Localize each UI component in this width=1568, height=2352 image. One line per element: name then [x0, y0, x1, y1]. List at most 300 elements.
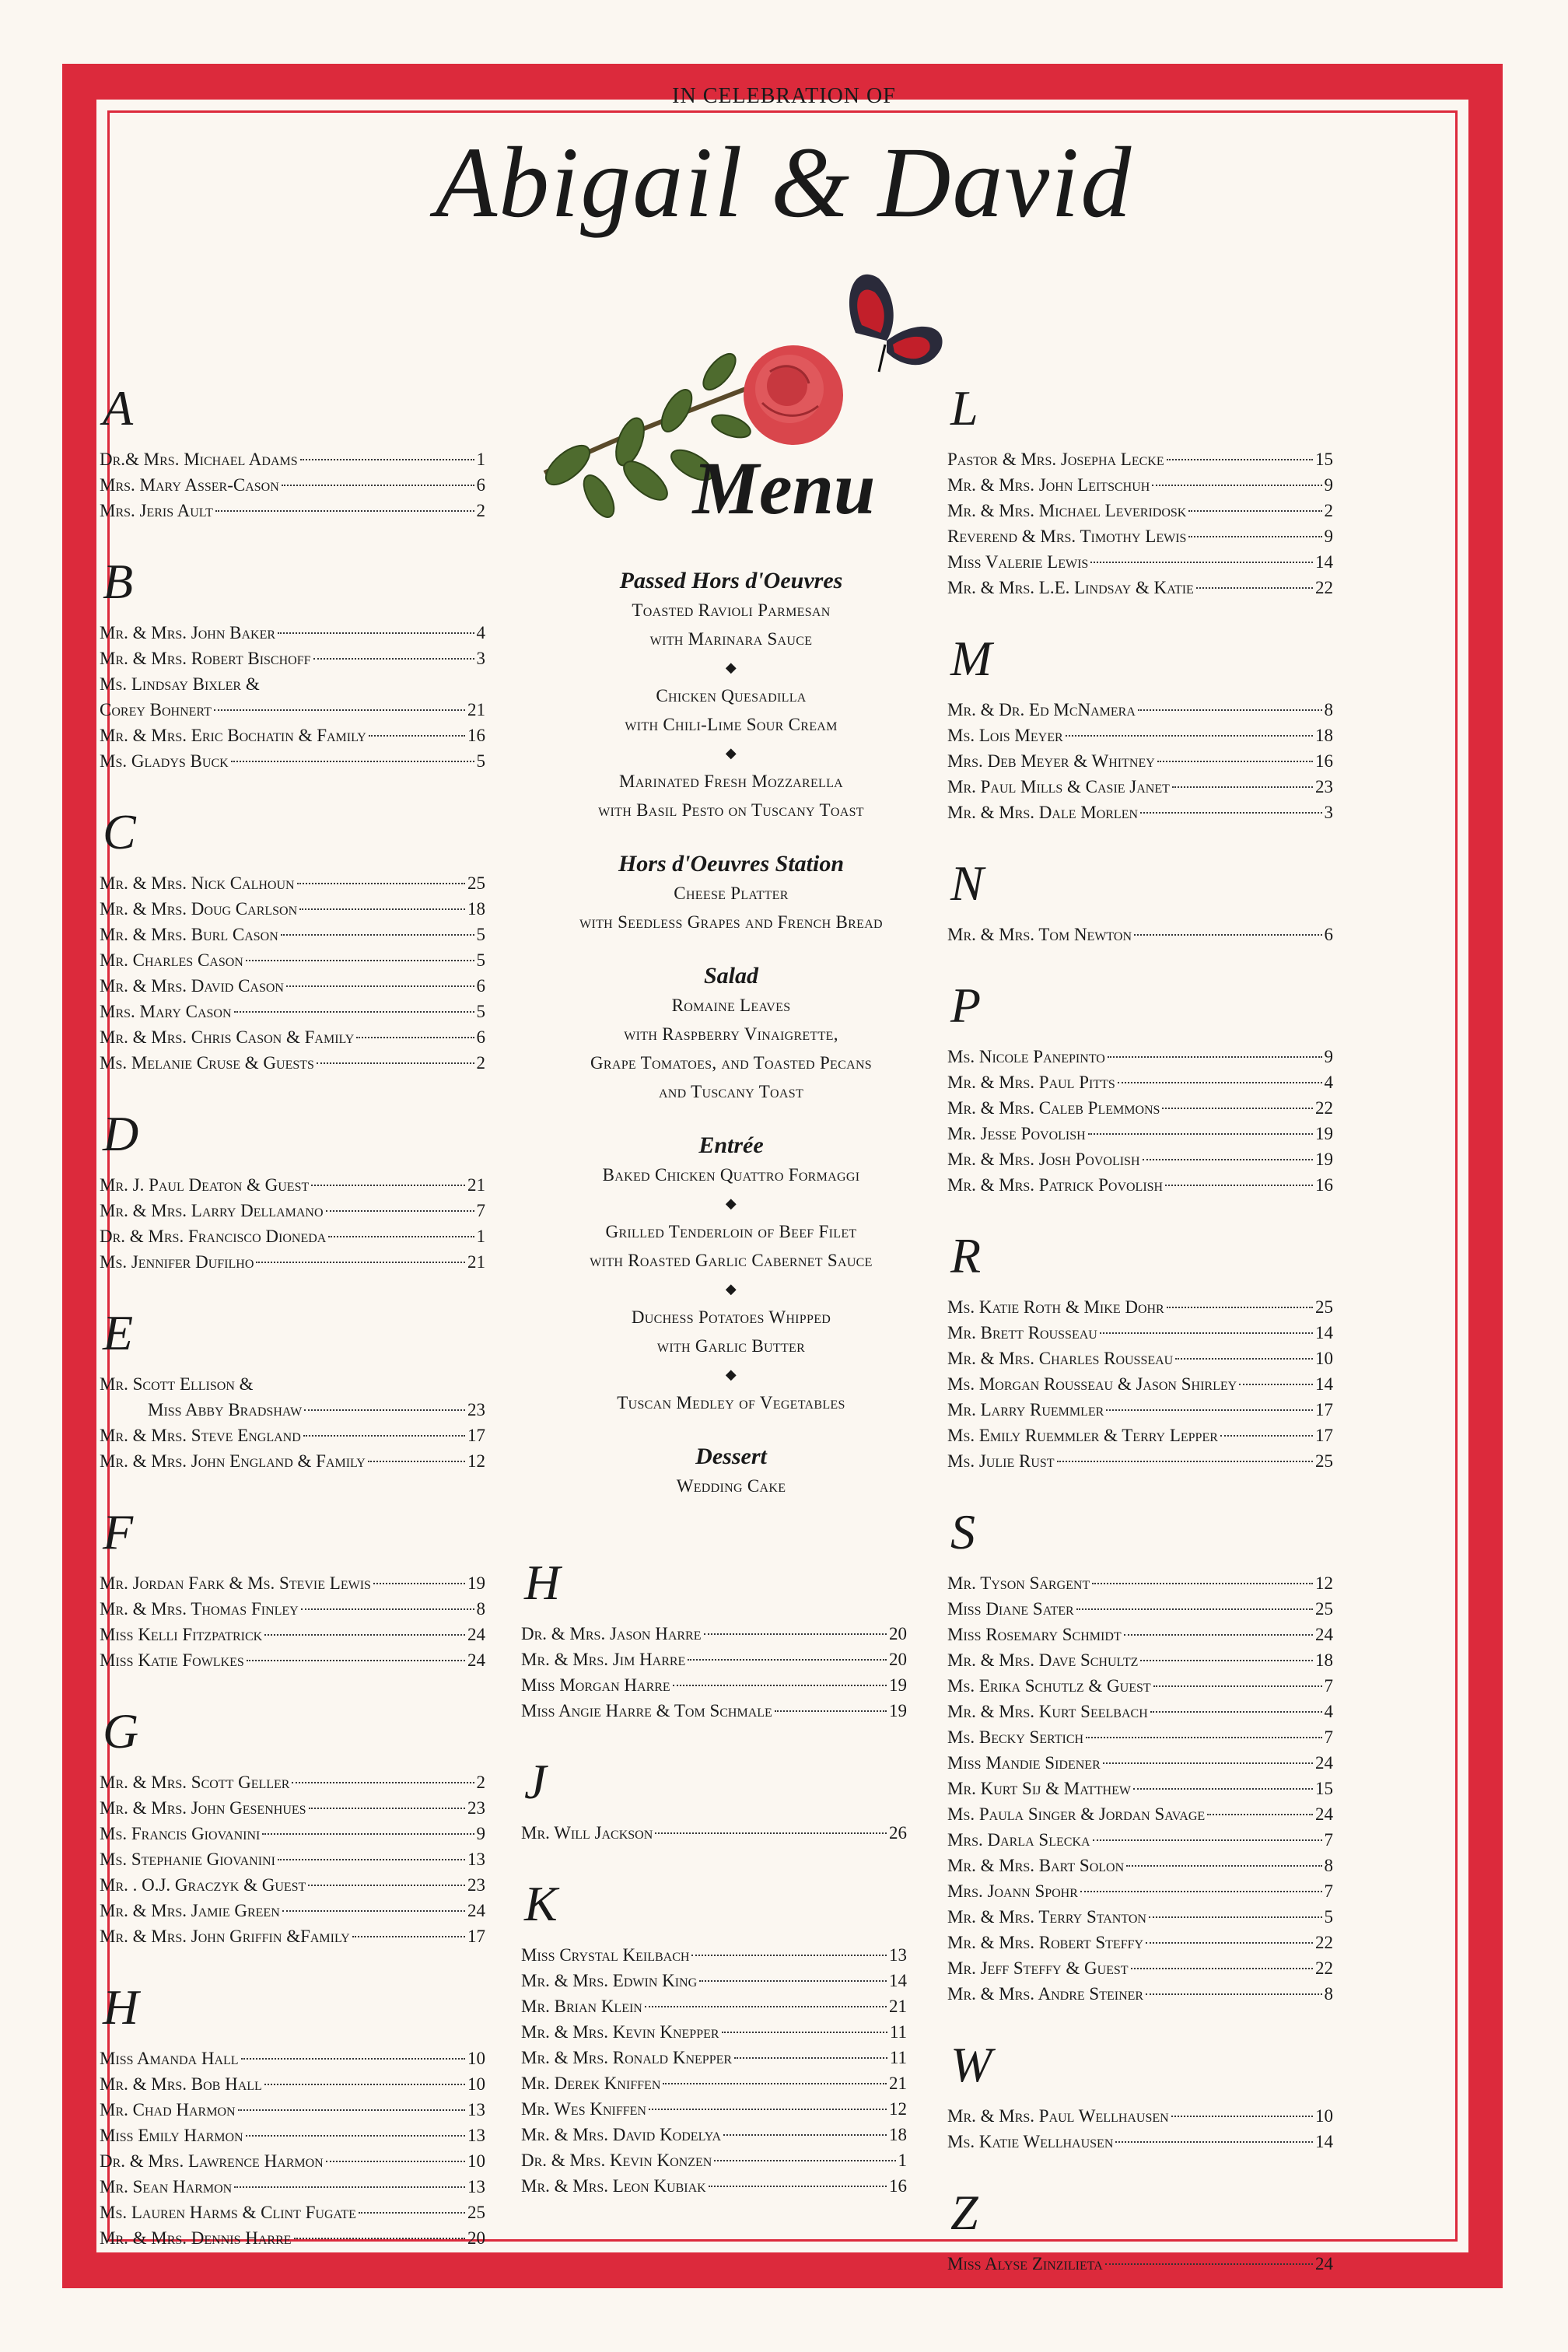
table-number: 23 [467, 1875, 485, 1895]
guest-name: Miss Rosemary Schmidt [947, 1625, 1122, 1644]
letter-group [100, 1306, 485, 1474]
dot-leader [215, 510, 474, 512]
dot-leader [368, 1461, 465, 1462]
menu-item: with Garlic Butter [656, 1336, 806, 1356]
guest-name: Corey Bohnert [100, 700, 212, 719]
guest-row [100, 922, 485, 947]
menu-item: with Roasted Garlic Cabernet Sauce [590, 1251, 873, 1270]
menu-item: Tuscan Medley of Vegetables [617, 1393, 845, 1412]
guest-row [100, 1898, 485, 1923]
group-letter: J [524, 1754, 547, 1809]
guest-name: Mr. & Mrs. John Gesenhues [100, 1798, 306, 1818]
menu-item: Duchess Potatoes Whipped [631, 1307, 831, 1327]
dot-leader [1080, 1891, 1322, 1892]
guest-name: Miss Crystal Keilbach [521, 1945, 690, 1965]
letter-group [100, 1980, 485, 2251]
guest-row [100, 748, 485, 774]
table-number: 12 [1315, 1573, 1333, 1593]
guest-name: Mr. & Mrs. Andre Steiner [947, 1984, 1144, 2004]
guest-row [947, 1069, 1333, 1095]
guest-name: Ms. Katie Wellhausen [947, 2132, 1114, 2151]
guest-name: Mr. & Mrs. Leon Kubiak [521, 2176, 706, 2196]
menu-item: Chicken Quesadilla [656, 686, 807, 705]
guest-row [521, 1647, 907, 1672]
guest-name: Miss Amanda Hall [100, 2049, 239, 2068]
dot-leader [356, 1037, 474, 1038]
letter-group [100, 381, 485, 523]
table-number: 8 [476, 1599, 485, 1619]
guest-row [947, 774, 1333, 800]
dot-leader [1167, 459, 1313, 460]
dot-leader [1149, 1916, 1322, 1918]
group-letter: M [950, 631, 992, 686]
guest-row [100, 896, 485, 922]
dot-leader [313, 658, 474, 660]
table-number: 13 [467, 2100, 485, 2119]
guest-name: Mr. & Mrs. Robert Bischoff [100, 649, 311, 668]
diamond-separator-icon: ◆ [725, 660, 737, 675]
guest-row [947, 1622, 1333, 1647]
dot-leader [281, 934, 474, 936]
table-number: 13 [467, 1850, 485, 1869]
table-number: 19 [889, 1675, 907, 1695]
table-number: 18 [467, 899, 485, 919]
course-title: Salad [703, 963, 759, 989]
dot-leader [1093, 1839, 1322, 1841]
dot-leader [286, 985, 474, 987]
guest-name: Mr. & Mrs. Edwin King [521, 1971, 698, 1990]
dot-leader [1134, 934, 1321, 936]
dot-leader [214, 709, 465, 711]
guest-row [947, 2103, 1333, 2129]
guest-row [947, 1955, 1333, 1981]
dot-leader [246, 2135, 465, 2137]
guest-name: Dr. & Mrs. Kevin Konzen [521, 2151, 712, 2170]
guest-name: Mr. Jeff Steffy & Guest [947, 1958, 1129, 1978]
guest-name: Mrs. Deb Meyer & Whitney [947, 751, 1155, 771]
guest-row [100, 1769, 485, 1795]
dot-leader [326, 2161, 465, 2162]
table-number: 26 [889, 1823, 907, 1843]
table-number: 24 [467, 1650, 485, 1670]
table-number: 19 [1315, 1150, 1333, 1169]
table-number: 2 [476, 1053, 485, 1073]
table-number: 21 [889, 1997, 907, 2016]
guest-row [947, 472, 1333, 498]
guest-name: Mr. & Mrs. Steve England [100, 1426, 301, 1445]
letter-group [100, 1505, 485, 1673]
dot-leader [734, 2057, 887, 2059]
table-number: 15 [1315, 1779, 1333, 1798]
course-title: Dessert [695, 1444, 767, 1469]
table-number: 19 [467, 1573, 485, 1593]
guest-row [521, 1942, 907, 1968]
dot-leader [1140, 812, 1321, 814]
table-number: 7 [1324, 1676, 1333, 1696]
group-letter: H [103, 1979, 139, 2035]
menu-item: with Basil Pesto on Tuscany Toast [598, 800, 864, 820]
table-number: 6 [1324, 925, 1333, 944]
table-number: 1 [898, 2151, 907, 2170]
table-number: 10 [467, 2049, 485, 2068]
guest-row [947, 575, 1333, 600]
couple-names: Abigail & David [435, 127, 1133, 239]
menu-item: Cheese Platter [674, 884, 789, 903]
table-number: 24 [467, 1901, 485, 1920]
table-number: 11 [889, 2022, 907, 2042]
guest-row [947, 1044, 1333, 1069]
group-letter: R [950, 1228, 982, 1283]
table-number: 17 [1315, 1400, 1333, 1419]
table-number: 7 [1324, 1830, 1333, 1850]
menu-item: Wedding Cake [676, 1476, 786, 1496]
table-number: 11 [889, 2048, 907, 2067]
guest-row [100, 2046, 485, 2071]
guest-row [100, 1223, 485, 1249]
group-letter: F [103, 1504, 134, 1559]
table-number: 23 [467, 1400, 485, 1419]
dot-leader [1057, 1461, 1313, 1462]
guest-row [100, 1923, 485, 1949]
guest-name: Mr. & Mrs. Larry Dellamano [100, 1201, 324, 1220]
table-number: 22 [1315, 1098, 1333, 1118]
dot-leader [311, 1185, 465, 1186]
dot-leader [691, 1955, 887, 1956]
dot-leader [1108, 1056, 1322, 1058]
guest-name: Mr. Larry Ruemmler [947, 1400, 1104, 1419]
table-number: 9 [1324, 1047, 1333, 1066]
dot-leader [1133, 1788, 1313, 1790]
guest-name: Mr. Sean Harmon [100, 2177, 233, 2196]
guest-name: Mr. & Mrs. Paul Pitts [947, 1073, 1115, 1092]
guest-name: Miss Katie Fowlkes [100, 1650, 244, 1670]
menu-item: Grilled Tenderloin of Beef Filet [605, 1222, 857, 1241]
dot-leader [1188, 510, 1321, 512]
guest-name: Mr. & Mrs. Charles Rousseau [947, 1349, 1174, 1368]
table-number: 7 [476, 1201, 485, 1220]
guest-name: Ms. Jennifer Dufilho [100, 1252, 254, 1272]
dot-leader [1124, 1634, 1313, 1636]
dot-leader [300, 459, 474, 460]
guest-name: Mrs. Joann Spohr [947, 1881, 1078, 1901]
dot-leader [655, 1832, 887, 1834]
menu-title: Menu [692, 446, 876, 530]
guest-row [100, 2148, 485, 2174]
guest-name: Mr. & Mrs. Terry Stanton [947, 1907, 1146, 1927]
dot-leader [1115, 2141, 1313, 2143]
guest-row [100, 1397, 485, 1423]
group-letter: N [950, 856, 984, 911]
celebration-line: IN CELEBRATION OF [672, 84, 896, 108]
table-number: 22 [1315, 1958, 1333, 1978]
guest-row [100, 973, 485, 999]
guest-row [100, 999, 485, 1024]
guest-row [100, 1249, 485, 1275]
table-number: 20 [889, 1650, 907, 1669]
table-number: 1 [476, 1227, 485, 1246]
guest-row [100, 2200, 485, 2225]
guest-name: Mr. & Mrs. Jim Harre [521, 1650, 686, 1669]
group-letter: Z [950, 2185, 978, 2240]
guest-row [100, 2123, 485, 2148]
guest-name: Ms. Lois Meyer [947, 726, 1063, 745]
guest-row [100, 1795, 485, 1821]
table-number: 5 [476, 1002, 485, 1021]
guest-name: Ms. Lauren Harms & Clint Fugate [100, 2203, 356, 2222]
guest-name: Mr. Will Jackson [521, 1823, 653, 1843]
table-number: 4 [1324, 1073, 1333, 1092]
guest-name: Mr. . O.J. Graczyk & Guest [100, 1875, 306, 1895]
table-number: 16 [467, 726, 485, 745]
dot-leader [369, 735, 465, 737]
menu-item: with Seedless Grapes and French Bread [579, 912, 883, 932]
group-letter: P [950, 978, 982, 1033]
group-letter: E [103, 1305, 134, 1360]
dot-leader [304, 1409, 465, 1411]
guest-name: Dr.& Mrs. Michael Adams [100, 450, 298, 469]
dot-leader [688, 1659, 887, 1661]
dot-leader [699, 1980, 887, 1982]
guest-row [100, 1423, 485, 1448]
group-letter: W [950, 2037, 992, 2092]
menu-course [498, 568, 964, 824]
guest-row [100, 472, 485, 498]
table-number: 18 [1315, 1650, 1333, 1670]
guest-name: Ms. Lindsay Bixler & [100, 674, 260, 694]
table-number: 25 [1315, 1451, 1333, 1471]
dot-leader [282, 1910, 465, 1912]
guest-name: Mr. & Mrs. John Griffin &Family [100, 1927, 350, 1946]
guest-row [521, 2173, 907, 2199]
dot-leader [1092, 1583, 1313, 1584]
dot-leader [1146, 1993, 1321, 1995]
letter-group [521, 1556, 907, 1724]
guest-row [947, 2129, 1333, 2154]
menu-course [498, 1444, 964, 1500]
guest-row [100, 1821, 485, 1846]
guest-name: Ms. Emily Ruemmler & Terry Lepper [947, 1426, 1218, 1445]
group-letter: L [950, 380, 978, 436]
guest-name: Ms. Katie Roth & Mike Dohr [947, 1297, 1164, 1317]
guest-name: Ms. Erika Schutlz & Guest [947, 1676, 1151, 1696]
dot-leader [1088, 1133, 1313, 1135]
dot-leader [278, 632, 474, 634]
guest-name: Mr. Wes Kniffen [521, 2099, 646, 2119]
guest-row [947, 1570, 1333, 1596]
table-number: 19 [889, 1701, 907, 1720]
guest-name: Mr. Jesse Povolish [947, 1124, 1086, 1143]
guest-name: Reverend & Mrs. Timothy Lewis [947, 527, 1187, 546]
guest-name: Mr. & Mrs. John Leitschuh [947, 475, 1150, 495]
table-number: 10 [467, 2074, 485, 2094]
dot-leader [1157, 761, 1313, 762]
table-number: 12 [467, 1451, 485, 1471]
dot-leader [301, 1608, 474, 1610]
dot-leader [1105, 2263, 1313, 2265]
guest-name: Mr. & Mrs. Robert Steffy [947, 1933, 1144, 1952]
guest-name: Mr. & Mrs. David Cason [100, 976, 284, 996]
guest-name: Dr. & Mrs. Jason Harre [521, 1624, 702, 1643]
dot-leader [1171, 2116, 1313, 2117]
menu-item: Marinated Fresh Mozzarella [618, 772, 844, 791]
guest-name: Mr. & Mrs. Caleb Plemmons [947, 1098, 1160, 1118]
table-number: 8 [1324, 1984, 1333, 2004]
guest-name: Mr. & Mrs. Chris Cason & Family [100, 1027, 355, 1047]
table-number: 24 [467, 1625, 485, 1644]
dot-leader [264, 1634, 465, 1636]
guest-name: Dr. & Mrs. Francisco Dioneda [100, 1227, 327, 1246]
dot-leader [234, 1011, 474, 1013]
table-number: 5 [1324, 1907, 1333, 1927]
group-letter: G [103, 1703, 139, 1759]
dot-leader [359, 2212, 465, 2214]
guest-row [100, 1647, 485, 1673]
group-letter: C [103, 804, 136, 859]
table-number: 7 [1324, 1727, 1333, 1747]
guest-row [100, 1872, 485, 1898]
guest-row [100, 1622, 485, 1647]
letter-group [100, 1107, 485, 1275]
guest-row [100, 1371, 485, 1397]
guest-name: Ms. Francis Giovanini [100, 1824, 261, 1843]
guest-row [100, 697, 485, 723]
guest-row [947, 1981, 1333, 2007]
guest-name: Miss Diane Sater [947, 1599, 1074, 1619]
course-title: Hors d'Oeuvres Station [618, 851, 845, 877]
guest-name: Mr. & Mrs. Kevin Knepper [521, 2022, 719, 2042]
table-number: 2 [476, 1773, 485, 1792]
table-number: 6 [476, 475, 485, 495]
table-number: 4 [1324, 1702, 1333, 1721]
guest-row [947, 1776, 1333, 1801]
table-number: 2 [476, 501, 485, 520]
guest-row [100, 1448, 485, 1474]
table-number: 21 [467, 1175, 485, 1195]
guest-name: Mr. & Mrs. Thomas Finley [100, 1599, 299, 1619]
guest-row [947, 723, 1333, 748]
table-number: 6 [476, 1027, 485, 1047]
guest-name: Mr. & Dr. Ed McNamera [947, 700, 1136, 719]
guest-row [947, 1699, 1333, 1724]
guest-row [947, 1750, 1333, 1776]
letter-group [100, 1704, 485, 1949]
dot-leader [1103, 1762, 1313, 1764]
guest-name: Mr. & Mrs. Scott Geller [100, 1773, 290, 1792]
dot-leader [373, 1583, 465, 1584]
course-title: Entrée [698, 1132, 764, 1158]
dot-leader [326, 1210, 474, 1212]
table-number: 12 [889, 2099, 907, 2119]
table-number: 14 [1315, 1374, 1333, 1394]
dot-leader [352, 1936, 465, 1937]
guest-row [521, 2019, 907, 2045]
guest-name: Mr. & Mrs. Michael Leveridosk [947, 501, 1187, 520]
guest-name: Mr. & Mrs. Paul Wellhausen [947, 2106, 1169, 2126]
table-number: 22 [1315, 1933, 1333, 1952]
guest-row [100, 620, 485, 646]
letter-group [947, 2038, 1333, 2154]
letter-group [521, 1755, 907, 1846]
seating-column-left [100, 381, 485, 2282]
dot-leader [645, 2006, 887, 2007]
table-number: 5 [476, 925, 485, 944]
menu-item: and Tuscany Toast [658, 1082, 804, 1101]
guest-row [947, 1146, 1333, 1172]
guest-name: Ms. Stephanie Giovanini [100, 1850, 275, 1869]
letter-group [947, 1229, 1333, 1474]
guest-row [947, 697, 1333, 723]
guest-row [947, 1095, 1333, 1121]
table-number: 20 [467, 2228, 485, 2248]
table-number: 15 [1315, 450, 1333, 469]
dot-leader [1207, 1814, 1313, 1815]
guest-row [947, 1294, 1333, 1320]
table-number: 14 [1315, 2132, 1333, 2151]
guest-name: Mr. & Mrs. Patrick Povolish [947, 1175, 1164, 1195]
guest-row [947, 1724, 1333, 1750]
guest-row [947, 1172, 1333, 1198]
guest-name: Ms. Paula Singer & Jordan Savage [947, 1804, 1206, 1824]
table-number: 14 [889, 1971, 907, 1990]
table-number: 17 [467, 1426, 485, 1445]
group-letter: D [103, 1106, 139, 1161]
table-number: 19 [1315, 1124, 1333, 1143]
guest-row [100, 2225, 485, 2251]
dot-leader [1076, 1608, 1313, 1610]
guest-name: Mr. & Mrs. David Kodelya [521, 2125, 722, 2144]
table-number: 1 [476, 450, 485, 469]
guest-name: Ms. Becky Sertich [947, 1727, 1084, 1747]
guest-name: Mr. & Mrs. John Baker [100, 623, 276, 642]
table-number: 20 [889, 1624, 907, 1643]
guest-row [100, 1846, 485, 1872]
table-number: 25 [467, 2203, 485, 2222]
dot-leader [1150, 1711, 1322, 1713]
letter-group [100, 805, 485, 1076]
group-letter: H [524, 1555, 561, 1610]
table-number: 18 [889, 2125, 907, 2144]
guest-row [947, 1853, 1333, 1878]
guest-row [947, 922, 1333, 947]
guest-name: Mr. Paul Mills & Casie Janet [947, 777, 1170, 796]
guest-row [947, 498, 1333, 523]
dot-leader [1172, 786, 1313, 788]
guest-row [100, 947, 485, 973]
guest-row [521, 1621, 907, 1647]
dot-leader [1131, 1968, 1313, 1969]
guest-name: Mr. & Mrs. Bart Solon [947, 1856, 1125, 1875]
group-letter: K [524, 1876, 558, 1931]
guest-row [100, 671, 485, 697]
table-number: 9 [1324, 475, 1333, 495]
guest-name: Ms. Morgan Rousseau & Jason Shirley [947, 1374, 1237, 1394]
dot-leader [317, 1062, 474, 1064]
guest-name: Mrs. Jeris Ault [100, 501, 213, 520]
guest-name: Mr. Brett Rousseau [947, 1323, 1097, 1342]
guest-name: Mr. Chad Harmon [100, 2100, 236, 2119]
guest-row [521, 1820, 907, 1846]
guest-row [947, 1423, 1333, 1448]
dot-leader [303, 1435, 465, 1437]
dot-leader [1153, 1685, 1322, 1687]
dot-leader [1188, 536, 1321, 537]
table-number: 10 [1315, 2106, 1333, 2126]
dot-leader [309, 1808, 465, 1809]
menu-course [498, 963, 964, 1106]
dot-leader [1090, 562, 1313, 563]
guest-name: Mr. Derek Kniffen [521, 2074, 661, 2093]
guest-name: Mr. Scott Ellison & [100, 1374, 254, 1394]
